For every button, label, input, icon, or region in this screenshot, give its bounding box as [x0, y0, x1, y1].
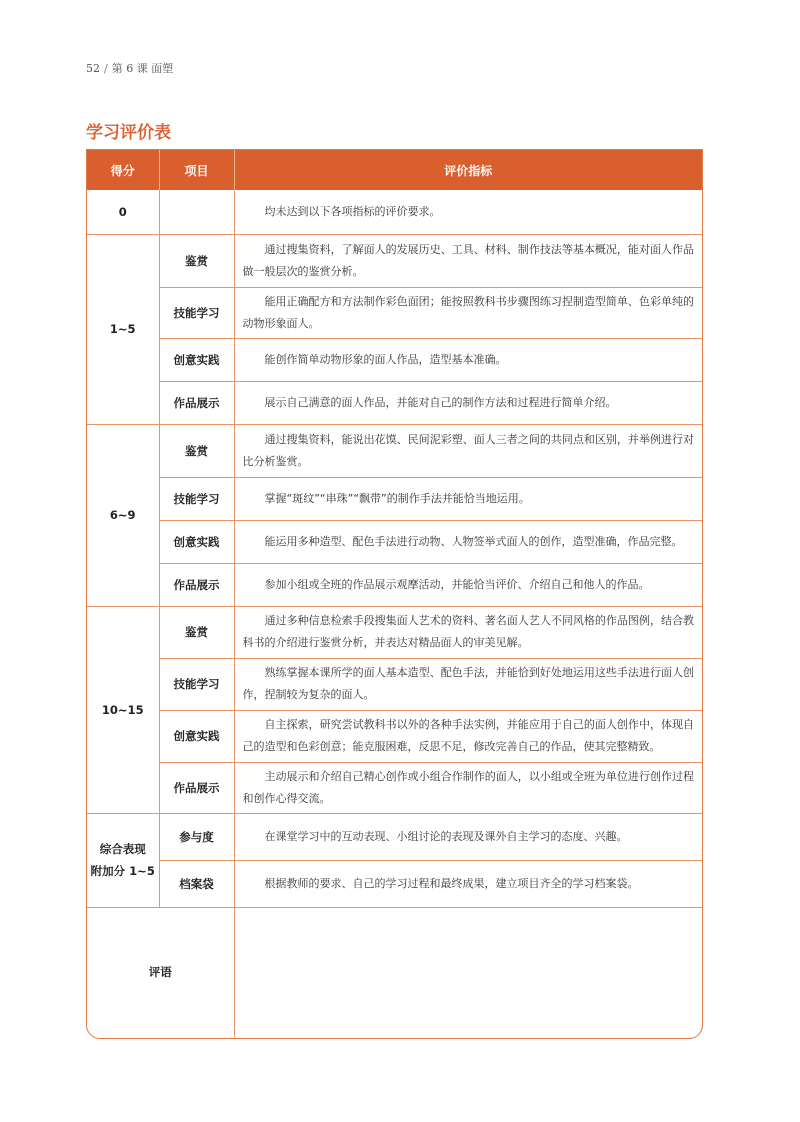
table-row — [87, 762, 702, 813]
criteria-cell: 能创作简单动物形象的面人作品，造型基本准确。 — [234, 338, 702, 381]
table-row — [87, 606, 702, 658]
score-cell: 1~5 — [87, 234, 159, 424]
score-cell: 0 — [87, 190, 159, 234]
criteria-cell: 自主探索，研究尝试教科书以外的各种手法实例，并能应用于自己的面人创作中，体现自己的造型和色彩创意；能克服困难，反思不足，修改完善自己的作品，使其完整精致。 — [234, 710, 702, 762]
table-row — [87, 563, 702, 606]
criteria-cell: 掌握“斑纹”“串珠”“飘带”的制作手法并能恰当地运用。 — [234, 477, 702, 520]
header-item: 项目 — [159, 150, 234, 190]
evaluation-table — [86, 149, 703, 1039]
item-cell: 创意实践 — [159, 338, 234, 381]
table-row — [87, 520, 702, 563]
criteria-cell: 熟练掌握本课所学的面人基本造型、配色手法，并能恰到好处地运用这些手法进行面人创作，捏制较为复杂的面人。 — [234, 658, 702, 710]
comment-area[interactable] — [234, 907, 702, 1037]
table-row — [87, 234, 702, 287]
item-cell: 技能学习 — [159, 477, 234, 520]
criteria-cell: 根据教师的要求、自己的学习过程和最终成果，建立项目齐全的学习档案袋。 — [234, 860, 702, 907]
table-row — [87, 860, 702, 907]
item-cell: 鉴赏 — [159, 424, 234, 477]
page-title: 学习评价表 — [86, 123, 171, 143]
criteria-cell: 均未达到以下各项指标的评价要求。 — [234, 190, 702, 234]
table-row — [87, 710, 702, 762]
table-row — [87, 658, 702, 710]
table-row — [87, 477, 702, 520]
bonus-score-line1: 综合表现 — [99, 842, 146, 856]
criteria-cell: 展示自己满意的面人作品，并能对自己的制作方法和过程进行简单介绍。 — [234, 381, 702, 424]
criteria-cell: 通过多种信息检索手段搜集面人艺术的资料、著名面人艺人不同风格的作品图例，结合教科书的介绍进行鉴赏分析，并表达对精品面人的审美见解。 — [234, 606, 702, 658]
table-row — [87, 190, 702, 234]
item-cell: 鉴赏 — [159, 234, 234, 287]
table-row — [87, 338, 702, 381]
score-cell: 6~9 — [87, 424, 159, 606]
criteria-cell: 能用正确配方和方法制作彩色面团；能按照教科书步骤图练习捏制造型简单、色彩单纯的动物形象面人。 — [234, 287, 702, 338]
criteria-cell: 参加小组或全班的作品展示观摩活动，并能恰当评价、介绍自己和他人的作品。 — [234, 563, 702, 606]
page-header — [86, 60, 173, 76]
item-cell: 创意实践 — [159, 520, 234, 563]
header-separator: / — [104, 62, 108, 75]
comment-row — [87, 907, 702, 1037]
table-header-row — [87, 150, 702, 190]
criteria-cell: 通过搜集资料，能说出花馍、民间泥彩塑、面人三者之间的共同点和区别，并举例进行对比分析鉴赏。 — [234, 424, 702, 477]
item-cell: 技能学习 — [159, 658, 234, 710]
table-row — [87, 424, 702, 477]
table-row — [87, 813, 702, 860]
comment-label: 评语 — [87, 907, 234, 1037]
criteria-cell: 能运用多种造型、配色手法进行动物、人物签举式面人的创作，造型准确，作品完整。 — [234, 520, 702, 563]
item-cell: 作品展示 — [159, 563, 234, 606]
header-score: 得分 — [87, 150, 159, 190]
criteria-cell: 通过搜集资料，了解面人的发展历史、工具、材料、制作技法等基本概况，能对面人作品做一般层次的鉴赏分析。 — [234, 234, 702, 287]
item-cell: 技能学习 — [159, 287, 234, 338]
header-criteria: 评价指标 — [234, 150, 702, 190]
criteria-cell: 在课堂学习中的互动表现、小组讨论的表现及课外自主学习的态度、兴趣。 — [234, 813, 702, 860]
lesson-title: 第 6 课 面塑 — [111, 62, 174, 75]
item-cell — [159, 190, 234, 234]
item-cell: 创意实践 — [159, 710, 234, 762]
criteria-cell: 主动展示和介绍自己精心创作或小组合作制作的面人，以小组或全班为单位进行创作过程和创作心得交流。 — [234, 762, 702, 813]
table-row — [87, 287, 702, 338]
item-cell: 作品展示 — [159, 381, 234, 424]
item-cell: 作品展示 — [159, 762, 234, 813]
item-cell: 档案袋 — [159, 860, 234, 907]
page-number: 52 — [86, 62, 100, 75]
table-row — [87, 381, 702, 424]
score-cell: 10~15 — [87, 606, 159, 813]
score-cell — [87, 813, 159, 907]
item-cell: 鉴赏 — [159, 606, 234, 658]
item-cell: 参与度 — [159, 813, 234, 860]
bonus-score-line2: 附加分 1~5 — [90, 864, 155, 878]
